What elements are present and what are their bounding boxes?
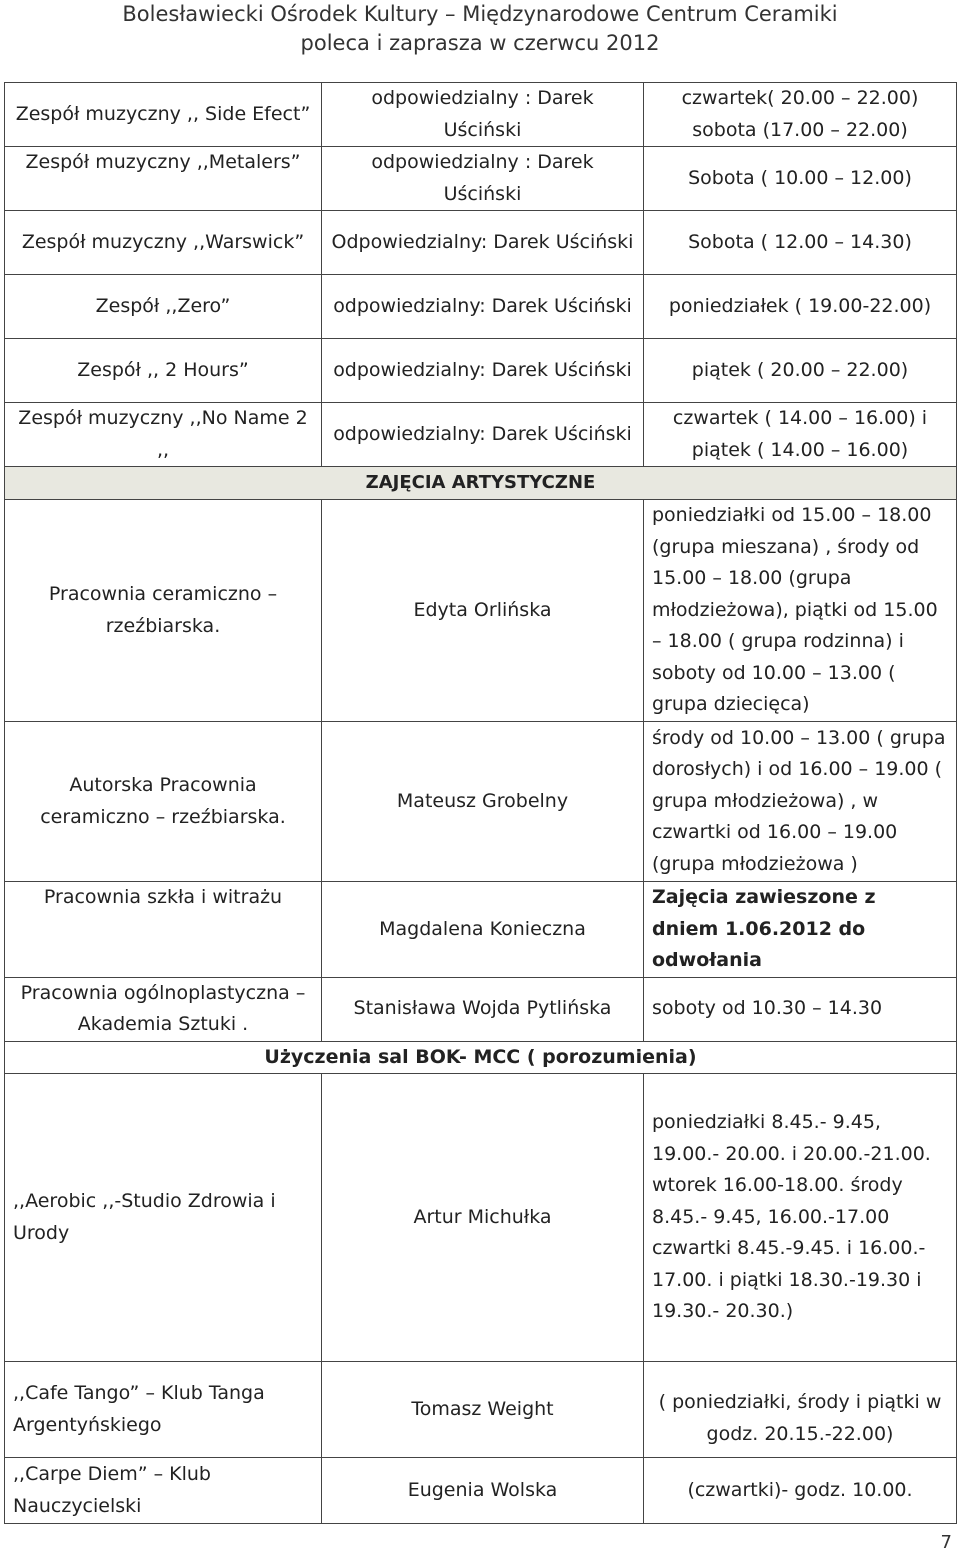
- table-row: [5, 275, 957, 339]
- section-title: Użyczenia sal BOK- MCC ( porozumienia): [5, 1041, 957, 1074]
- table-row: [5, 339, 957, 403]
- activity-name: Autorska Pracownia ceramiczno – rzeźbiarska.: [5, 722, 322, 882]
- activity-name: Zespół ,,Zero”: [5, 275, 322, 339]
- responsible-person: Magdalena Konieczna: [322, 882, 644, 978]
- table-row: [5, 211, 957, 275]
- table-row: [5, 977, 957, 1041]
- section-header-art: [5, 467, 957, 500]
- responsible-person: Tomasz Weight: [322, 1362, 644, 1458]
- activity-name: ,,Carpe Diem” – Klub Nauczycielski: [5, 1458, 322, 1524]
- responsible-person: odpowiedzialny: Darek Uściński: [322, 403, 644, 467]
- section-title: ZAJĘCIA ARTYSTYCZNE: [5, 467, 957, 500]
- responsible-person: odpowiedzialny: Darek Uściński: [322, 339, 644, 403]
- activity-name: Zespół muzyczny ,,Metalers”: [5, 147, 322, 211]
- schedule-time-notice: Zajęcia zawieszone z dniem 1.06.2012 do odwołania: [644, 882, 957, 978]
- activity-name: Pracownia ogólnoplastyczna – Akademia Sztuki .: [5, 977, 322, 1041]
- schedule-time: piątek ( 20.00 – 22.00): [644, 339, 957, 403]
- header-subtitle: poleca i zaprasza w czerwcu 2012: [300, 31, 660, 55]
- responsible-person: Mateusz Grobelny: [322, 722, 644, 882]
- table-row: [5, 1458, 957, 1524]
- responsible-person: Odpowiedzialny: Darek Uściński: [322, 211, 644, 275]
- schedule-time: (czwartki)- godz. 10.00.: [644, 1458, 957, 1524]
- table-row: [5, 403, 957, 467]
- activity-name: Zespół ,, 2 Hours”: [5, 339, 322, 403]
- table-row: [5, 1362, 957, 1458]
- schedule-time: poniedziałek ( 19.00-22.00): [644, 275, 957, 339]
- table-row: [5, 722, 957, 882]
- table-row: [5, 882, 957, 978]
- page-number: 7: [940, 1532, 952, 1553]
- activity-name: Zespół muzyczny ,,Warswick”: [5, 211, 322, 275]
- schedule-time: poniedziałki od 15.00 – 18.00 (grupa mieszana) , środy od 15.00 – 18.00 (grupa młodzieżowa), piątki od 15.00 – 18.00 ( grupa rodzinna) i soboty od 10.00 – 13.00 ( grupa dziecięca): [644, 500, 957, 722]
- section-header-rental: [5, 1041, 957, 1074]
- activity-name: Zespół muzyczny ,,No Name 2 ,,: [5, 403, 322, 467]
- header-title: Bolesławiecki Ośrodek Kultury – Międzynarodowe Centrum Ceramiki: [122, 2, 838, 26]
- activity-name: ,,Cafe Tango” – Klub Tanga Argentyńskiego: [5, 1362, 322, 1458]
- schedule-time: poniedziałki 8.45.- 9.45, 19.00.- 20.00. i 20.00.-21.00. wtorek 16.00-18.00. środy 8.45.- 9.45, 16.00.-17.00 czwartki 8.45.-9.45. i 16.00.- 17.00. i piątki 18.30.-19.30 i 19.30.- 20.30.): [644, 1074, 957, 1362]
- schedule-time: czwartek ( 14.00 – 16.00) i piątek ( 14.00 – 16.00): [644, 403, 957, 467]
- schedule-time: środy od 10.00 – 13.00 ( grupa dorosłych) i od 16.00 – 19.00 ( grupa młodzieżowa) , w czwartki od 16.00 – 19.00 (grupa młodzieżowa ): [644, 722, 957, 882]
- schedule-time: soboty od 10.30 – 14.30: [644, 977, 957, 1041]
- table-row: [5, 147, 957, 211]
- responsible-person: Edyta Orlińska: [322, 500, 644, 722]
- schedule-table: [4, 82, 957, 1524]
- activity-name: Zespół muzyczny ,, Side Efect”: [5, 83, 322, 147]
- responsible-person: odpowiedzialny : Darek Uściński: [322, 83, 644, 147]
- schedule-time: czwartek( 20.00 – 22.00) sobota (17.00 – 22.00): [644, 83, 957, 147]
- schedule-time: ( poniedziałki, środy i piątki w godz. 20.15.-22.00): [644, 1362, 957, 1458]
- activity-name: Pracownia szkła i witrażu: [5, 882, 322, 978]
- schedule-time: Sobota ( 12.00 – 14.30): [644, 211, 957, 275]
- activity-name: Pracownia ceramiczno – rzeźbiarska.: [5, 500, 322, 722]
- table-row: [5, 500, 957, 722]
- responsible-person: Stanisława Wojda Pytlińska: [322, 977, 644, 1041]
- table-row: [5, 1074, 957, 1362]
- responsible-person: Eugenia Wolska: [322, 1458, 644, 1524]
- table-row: [5, 83, 957, 147]
- schedule-time: Sobota ( 10.00 – 12.00): [644, 147, 957, 211]
- responsible-person: odpowiedzialny : Darek Uściński: [322, 147, 644, 211]
- responsible-person: Artur Michułka: [322, 1074, 644, 1362]
- activity-name: ,,Aerobic ,,-Studio Zdrowia i Urody: [5, 1074, 322, 1362]
- responsible-person: odpowiedzialny: Darek Uściński: [322, 275, 644, 339]
- page-header: [0, 0, 960, 58]
